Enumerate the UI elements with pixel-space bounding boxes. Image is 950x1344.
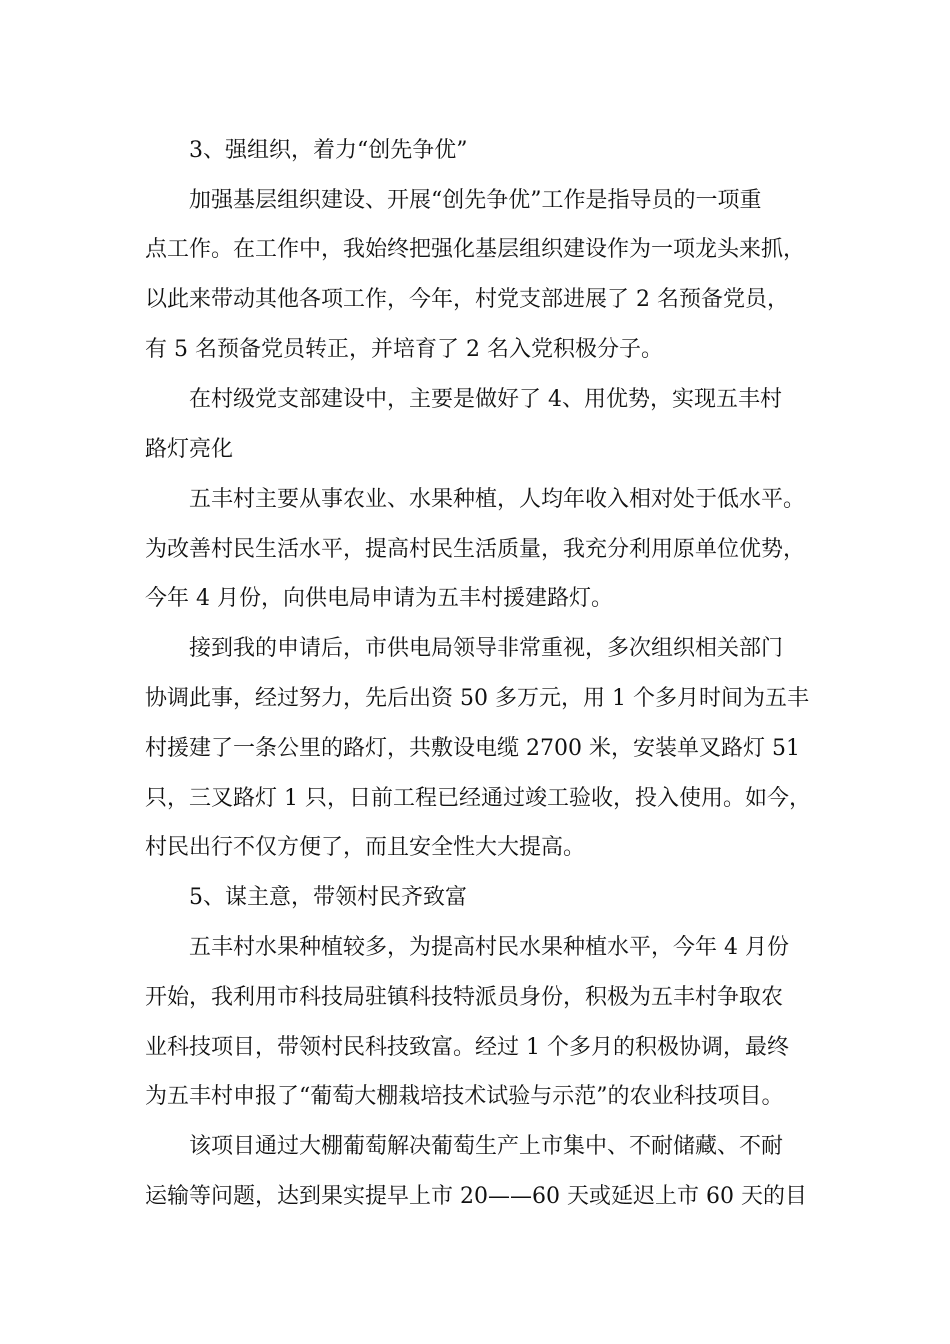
paragraph-line: 加强基层组织建设、开展“创先争优”工作是指导员的一项重 <box>189 188 762 213</box>
paragraph-line: 为五丰村申报了“葡萄大棚栽培技术试验与示范”的农业科技项目。 <box>145 1084 784 1109</box>
paragraph-line: 五丰村主要从事农业、水果种植，人均年收入相对处于低水平。 <box>189 487 806 512</box>
heading-plan-prosperity: 5、谋主意，带领村民齐致富 <box>189 885 467 910</box>
paragraph-line: 开始，我利用市科技局驻镇科技特派员身份，积极为五丰村争取农 <box>145 985 784 1010</box>
paragraph-line: 路灯亮化 <box>145 437 234 462</box>
paragraph-line: 协调此事，经过努力，先后出资 50 多万元，用 1 个多月时间为五丰 <box>145 686 809 711</box>
paragraph-line: 该项目通过大棚葡萄解决葡萄生产上市集中、不耐储藏、不耐 <box>189 1134 784 1159</box>
paragraph-line: 五丰村水果种植较多，为提高村民水果种植水平，今年 4 月份 <box>189 935 789 960</box>
paragraph-line: 有 5 名预备党员转正，并培育了 2 名入党积极分子。 <box>145 337 663 362</box>
paragraph-line: 只，三叉路灯 1 只，日前工程已经通过竣工验收，投入使用。如今， <box>145 786 811 811</box>
paragraph-line: 村民出行不仅方便了，而且安全性大大提高。 <box>145 835 586 860</box>
paragraph-line: 点工作。在工作中，我始终把强化基层组织建设作为一项龙头来抓， <box>145 237 806 262</box>
paragraph-line: 在村级党支部建设中，主要是做好了 4、用优势，实现五丰村 <box>189 387 782 412</box>
paragraph-line: 业科技项目，带领村民科技致富。经过 1 个多月的积极协调，最终 <box>145 1035 789 1060</box>
paragraph-line: 村援建了一条公里的路灯，共敷设电缆 2700 米，安装单叉路灯 51 <box>145 736 800 761</box>
paragraph-line: 以此来带动其他各项工作，今年，村党支部进展了 2 名预备党员， <box>145 287 789 312</box>
paragraph-line: 今年 4 月份，向供电局申请为五丰村援建路灯。 <box>145 586 613 611</box>
paragraph-line: 运输等问题，达到果实提早上市 20——60 天或延迟上市 60 天的目 <box>145 1184 807 1209</box>
paragraph-line: 为改善村民生活水平，提高村民生活质量，我充分利用原单位优势， <box>145 537 806 562</box>
paragraph-line: 接到我的申请后，市供电局领导非常重视，多次组织相关部门 <box>189 636 784 661</box>
heading-strengthen-organization: 3、强组织，着力“创先争优” <box>189 138 468 163</box>
